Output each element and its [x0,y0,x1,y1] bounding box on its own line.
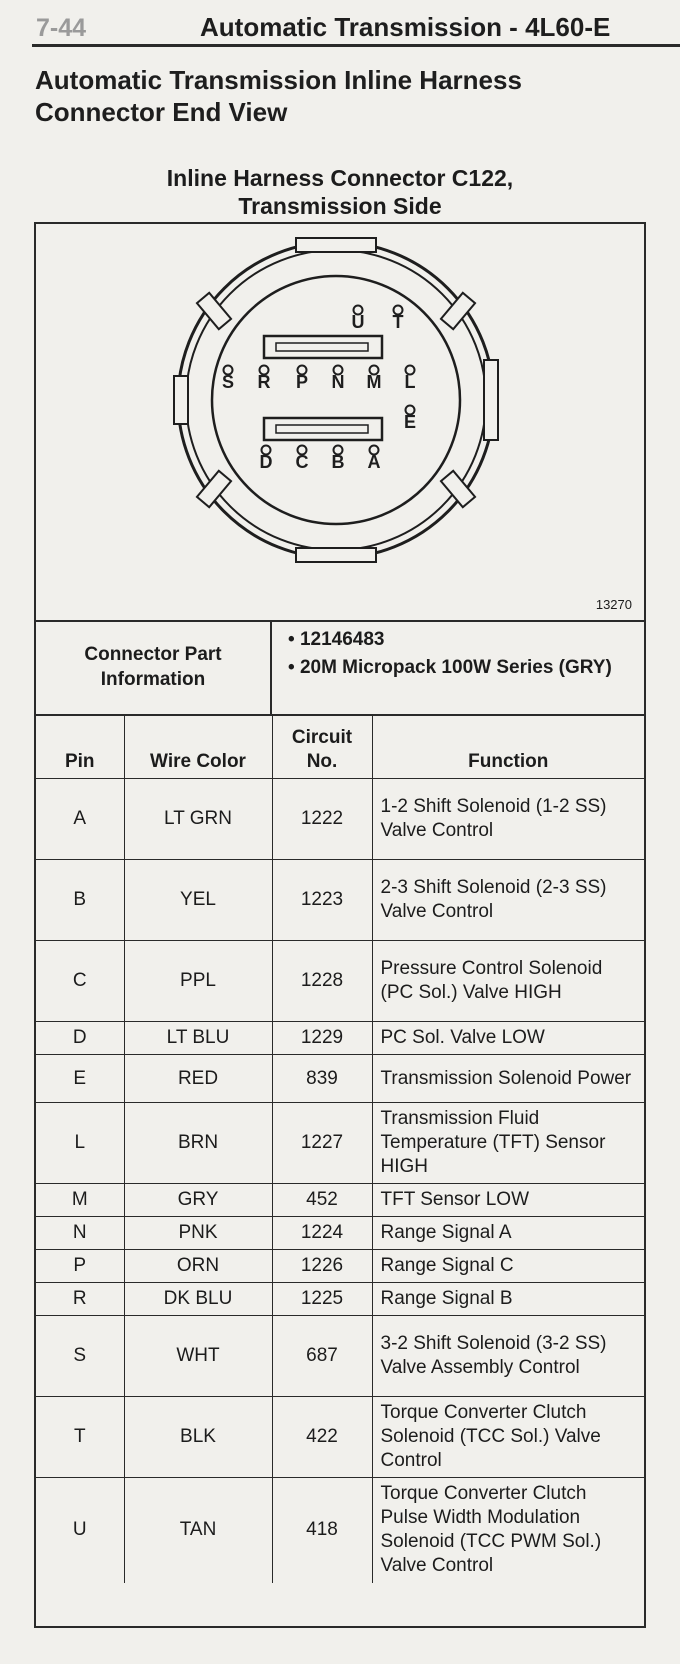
function-cell: 2-3 Shift Solenoid (2-3 SS) Valve Control [372,860,644,941]
wire-color-cell: LT GRN [124,779,272,860]
wire-color-cell: YEL [124,860,272,941]
connector-info-box [34,222,646,1628]
connector-part-info-list [288,628,612,680]
table-row [36,1283,644,1316]
circuit-cell: 1227 [272,1103,372,1184]
function-cell: 1-2 Shift Solenoid (1-2 SS) Valve Control [372,779,644,860]
pin-label-n: N [331,372,345,392]
pin-cell: D [36,1022,124,1055]
pin-cell: T [36,1397,124,1478]
wire-color-cell: BLK [124,1397,272,1478]
connector-part-info-label: Connector Part Information [36,620,272,714]
connector-outer-ring [178,242,494,558]
pin-cell: S [36,1316,124,1397]
wire-color-cell: RED [124,1055,272,1103]
pin-label-t: T [392,312,404,332]
connector-series: • 20M Micropack 100W Series (GRY) [288,657,612,678]
pin-cell: B [36,860,124,941]
table-row [36,1250,644,1283]
wire-color-cell: PPL [124,941,272,1022]
function-cell: TFT Sensor LOW [372,1184,644,1217]
diagram-title-line2: Transmission Side [238,193,442,219]
pin-cell: R [36,1283,124,1316]
pin-label-e: E [403,412,417,432]
pin-label-r: R [257,372,271,392]
circuit-cell: 1223 [272,860,372,941]
pin-label-s: S [221,372,235,392]
header-pin: Pin [36,714,124,779]
header-wire-color: Wire Color [124,714,272,779]
circuit-cell: 1226 [272,1250,372,1283]
pin-table [36,714,644,1583]
pin-label-l: L [404,372,416,392]
circuit-cell: 422 [272,1397,372,1478]
pin-cell: L [36,1103,124,1184]
figure-number: 13270 [595,597,632,612]
part-number: • 12146483 [288,629,385,650]
table-row [36,1022,644,1055]
page-number: 7-44 [36,14,87,42]
function-cell: Range Signal C [372,1250,644,1283]
wire-color-cell: ORN [124,1250,272,1283]
connector-inner-ring [186,250,486,550]
wire-color-cell: TAN [124,1478,272,1583]
header-function: Function [372,714,644,779]
circuit-cell: 1228 [272,941,372,1022]
pin-cell: U [36,1478,124,1583]
table-row [36,1397,644,1478]
wire-color-cell: BRN [124,1103,272,1184]
function-cell: 3-2 Shift Solenoid (3-2 SS) Valve Assembly Control [372,1316,644,1397]
pin-table-header [36,714,644,779]
pin-cell: N [36,1217,124,1250]
function-cell: Transmission Solenoid Power [372,1055,644,1103]
table-row [36,1055,644,1103]
connector-end-view-drawing [36,224,644,620]
wire-color-cell: GRY [124,1184,272,1217]
connector-diagram [36,224,644,622]
table-row [36,1478,644,1583]
connector-face [212,276,460,524]
function-cell: Torque Converter Clutch Pulse Width Modulation Solenoid (TCC PWM Sol.) Valve Control [372,1478,644,1583]
table-row [36,1316,644,1397]
pin-label-p: P [295,372,309,392]
circuit-cell: 452 [272,1184,372,1217]
wire-color-cell: DK BLU [124,1283,272,1316]
wire-color-cell: LT BLU [124,1022,272,1055]
pin-label-a: A [367,452,381,472]
table-row [36,1184,644,1217]
circuit-cell: 1225 [272,1283,372,1316]
circuit-cell: 418 [272,1478,372,1583]
pin-cell: E [36,1055,124,1103]
table-row [36,941,644,1022]
wire-color-cell: WHT [124,1316,272,1397]
pin-cell: P [36,1250,124,1283]
pin-label-c: C [295,452,309,472]
function-cell: Pressure Control Solenoid (PC Sol.) Valve HIGH [372,941,644,1022]
left-lock-tab [174,376,188,424]
circuit-cell: 839 [272,1055,372,1103]
page-header [32,8,680,47]
function-cell: Transmission Fluid Temperature (TFT) Sensor HIGH [372,1103,644,1184]
circuit-cell: 1224 [272,1217,372,1250]
top-lock-tab [296,238,376,252]
upper-slot [264,336,382,358]
diagram-title-line1: Inline Harness Connector C122, [166,165,514,191]
pin-cell: C [36,941,124,1022]
function-cell: PC Sol. Valve LOW [372,1022,644,1055]
diagram-title [34,164,646,220]
section-title: Automatic Transmission Inline Harness Connector End View [35,65,522,127]
circuit-cell: 687 [272,1316,372,1397]
pin-label-u: U [351,312,365,332]
function-cell: Torque Converter Clutch Solenoid (TCC Sol.) Valve Control [372,1397,644,1478]
pin-label-d: D [259,452,273,472]
pin-table-body [36,779,644,1583]
bottom-lock-tab [296,548,376,562]
pin-label-m: M [366,372,382,392]
table-row [36,860,644,941]
lower-slot [264,418,382,440]
function-cell: Range Signal B [372,1283,644,1316]
function-cell: Range Signal A [372,1217,644,1250]
header-circuit-no: Circuit No. [272,714,372,779]
table-row [36,779,644,860]
header-title: Automatic Transmission - 4L60-E [200,12,611,42]
pin-cell: A [36,779,124,860]
circuit-cell: 1229 [272,1022,372,1055]
pin-label-b: B [331,452,345,472]
wire-color-cell: PNK [124,1217,272,1250]
table-row [36,1217,644,1250]
right-lock-tab [484,360,498,440]
pin-cell: M [36,1184,124,1217]
connector-part-info [36,620,644,716]
table-row [36,1103,644,1184]
circuit-cell: 1222 [272,779,372,860]
